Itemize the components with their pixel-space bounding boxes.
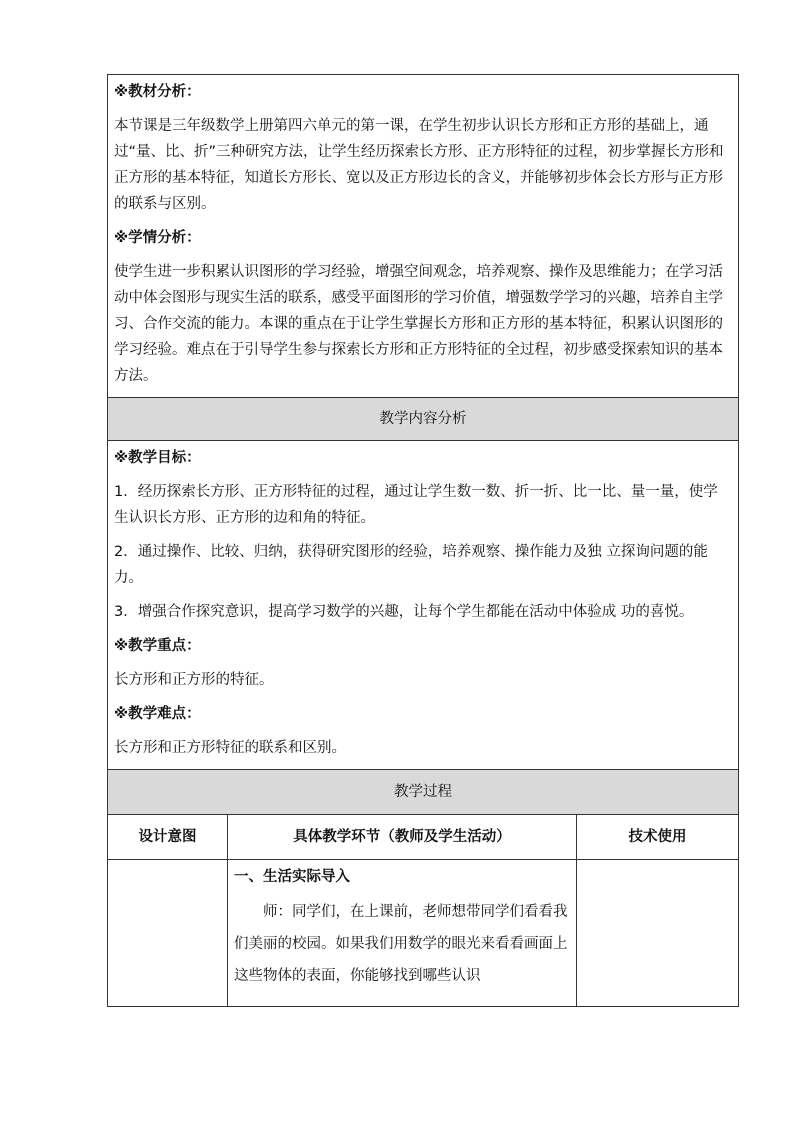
content-analysis-title: 教学内容分析 (108, 398, 739, 441)
key-point-body: 长方形和正方形的特征。 (114, 672, 274, 688)
design-intent-cell (108, 860, 228, 1007)
activity-cell (228, 860, 577, 1007)
learner-analysis-body: 使学生进一步积累认识图形的学习经验，增强空间观念，培养观察、操作及思维能力；在学习活动中体会图形与现实生活的联系，感受平面图形的学习价值，增强数学学习的兴趣，培养自主学习、合作交流的能力。本课的重点在于让学生掌握长方形和正方形的基本特征，积累认识图形的学习经验。难点在于引导学生参与探索长方形和正方形特征的全过程，初步感受探索知识的基本方法。 (114, 264, 723, 384)
goals-heading: ※教学目标： (114, 450, 201, 466)
goal-item: 1．经历探索长方形、正方形特征的过程，通过让学生数一数、折一折、比一比、量一量，使学生认识长方形、正方形的边和角的特征。 (114, 484, 718, 526)
difficulty-heading: ※教学难点： (114, 706, 201, 722)
difficulty-body: 长方形和正方形特征的联系和区别。 (114, 740, 346, 756)
process-step-row (108, 860, 739, 1007)
content-analysis-header-row (108, 398, 739, 441)
goal-item: 3．增强合作探究意识，提高学习数学的兴趣，让每个学生都能在活动中体验成 功的喜悦。 (114, 604, 694, 620)
goals-row (108, 441, 739, 770)
process-column-headers (108, 815, 739, 860)
learner-analysis-heading: ※学情分析： (114, 230, 201, 246)
goal-item: 2．通过操作、比较、归纳，获得研究图形的经验，培养观察、操作能力及独 立探询问题的能力。 (114, 544, 708, 586)
column-header-activities: 具体教学环节（教师及学生活动） (228, 815, 577, 860)
material-analysis-heading: ※教材分析： (114, 84, 201, 100)
lesson-plan-table (107, 74, 739, 1007)
process-title: 教学过程 (108, 770, 739, 815)
technology-cell (577, 860, 739, 1007)
material-analysis-body: 本节课是三年级数学上册第四六单元的第一课，在学生初步认识长方形和正方形的基础上，通过“量、比、折”三种研究方法，让学生经历探索长方形、正方形特征的过程，初步掌握长方形和正方形的基本特征，知道长方形长、宽以及正方形边长的含义，并能够初步体会长方形与正方形的联系与区别。 (114, 118, 724, 212)
column-header-technology: 技术使用 (577, 815, 739, 860)
step-body: 师：同学们，在上课前，老师想带同学们看看我们美丽的校园。如果我们用数学的眼光来看看画面上这些物体的表面，你能够找到哪些认识 (234, 904, 568, 984)
key-point-heading: ※教学重点： (114, 638, 201, 654)
process-header-row (108, 770, 739, 815)
step-title: 一、生活实际导入 (234, 869, 350, 885)
column-header-design-intent: 设计意图 (108, 815, 228, 860)
analysis-row (108, 75, 739, 398)
